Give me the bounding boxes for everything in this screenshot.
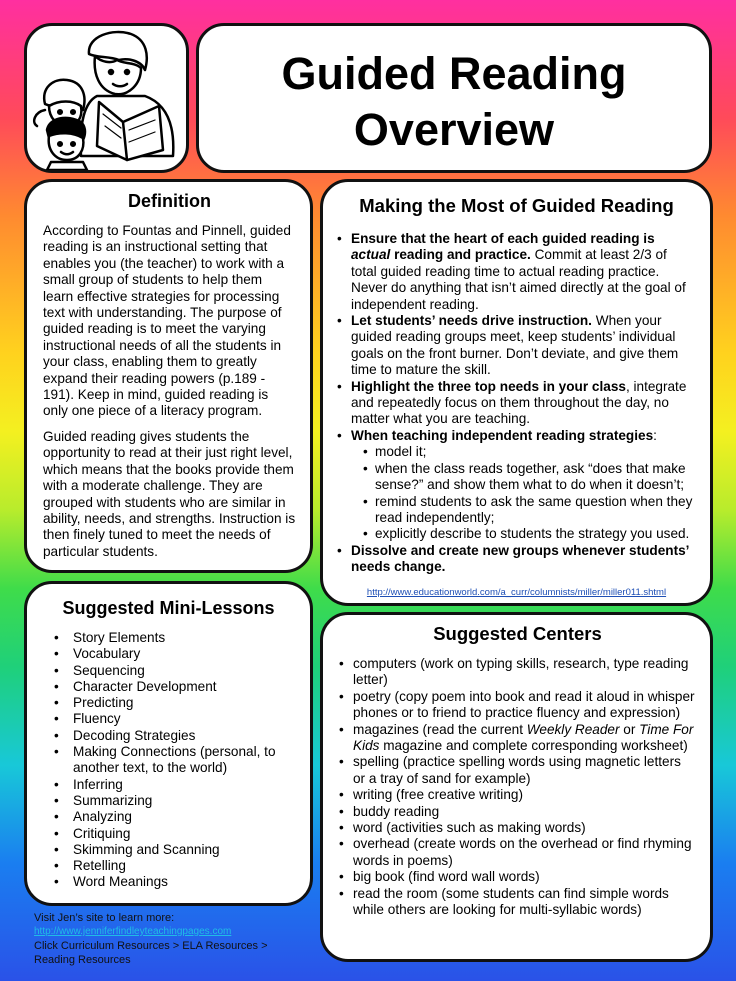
centers-list xyxy=(339,656,696,919)
list-item: • spelling (practice spelling words using magnetic letters or a tray of sand for example) xyxy=(339,754,696,787)
list-item: • magazines (read the current Weekly Reader or Time For Kids magazine and complete corresponding worksheet) xyxy=(339,722,696,755)
list-item: • Skimming and Scanning xyxy=(37,842,300,858)
mini-lessons-box xyxy=(24,581,313,906)
footer-link[interactable]: http://www.jenniferfindleyteachingpages.com xyxy=(34,926,232,937)
centers-heading: Suggested Centers xyxy=(433,623,602,644)
list-item: • computers (work on typing skills, research, type reading letter) xyxy=(339,656,696,689)
definition-paragraph: According to Fountas and Pinnell, guided reading is an instructional setting that enables you (the teacher) to work with a small group of students to help them learn effective strategies for processing text with understanding. The purpose of guided reading is to meet the varying instructional needs of all the students in your class, enabling them to greatly expand their reading powers (p.189 - 191). Keep in mind, guided reading is only one piece of a literacy program. xyxy=(43,223,291,419)
list-item: • Summarizing xyxy=(37,793,300,809)
list-item: • buddy reading xyxy=(339,804,696,820)
list-item: • Retelling xyxy=(37,858,300,874)
list-item: • big book (find word wall words) xyxy=(339,869,696,885)
mini-lessons-heading: Suggested Mini-Lessons xyxy=(62,598,275,618)
list-item: • Inferring xyxy=(37,777,300,793)
list-item: • writing (free creative writing) xyxy=(339,787,696,803)
title-box xyxy=(196,23,712,173)
list-item: • Making Connections (personal, to another text, to the world) xyxy=(37,744,300,777)
definition-paragraph: Guided reading gives students the opportunity to read at their just right level, which means that the books provide them with a moderate challenge. They are grouped with students who are similar in ability, needs, and strengths. Instruction is then finely tuned to meet the needs of particular students. xyxy=(43,428,296,559)
source-link[interactable]: http://www.educationworld.com/a_curr/columnists/miller/miller011.shtml xyxy=(366,586,667,598)
list-item: • word (activities such as making words) xyxy=(339,820,696,836)
making-most-list xyxy=(337,231,696,576)
strategy-sublist xyxy=(351,444,696,542)
footer-line: Visit Jen’s site to learn more: xyxy=(34,912,175,924)
definition-heading: Definition xyxy=(128,191,211,211)
making-most-box xyxy=(320,179,713,606)
list-item: • Let students’ needs drive instruction. When your guided reading groups meet, keep students’ individual goals on the front burner. Don’t deviate, and give them time to mature the skill. xyxy=(337,313,696,379)
illustration-box xyxy=(24,23,189,173)
list-item: • Word Meanings xyxy=(37,874,300,890)
definition-box xyxy=(24,179,313,573)
list-item: • Analyzing xyxy=(37,809,300,825)
list-item: • read the room (some students can find simple words while others are looking for multi-syllabic words) xyxy=(339,886,696,919)
sub-list-item: • when the class reads together, ask “does that make sense?” and show them what to do when it doesn’t; xyxy=(351,461,696,494)
list-item: • poetry (copy poem into book and read it aloud in whisper phones or to friend to practice fluency and expression) xyxy=(339,689,696,722)
list-item: • overhead (create words on the overhead or find rhyming words in poems) xyxy=(339,836,696,869)
footer-line: Click Curriculum Resources > ELA Resources > Reading Resources xyxy=(34,940,268,966)
list-item: • Fluency xyxy=(37,711,300,727)
reading-teacher-illustration xyxy=(27,26,186,170)
making-most-heading: Making the Most of Guided Reading xyxy=(359,195,674,216)
mini-lessons-list xyxy=(37,630,300,891)
list-item: • Predicting xyxy=(37,695,300,711)
list-item: • Ensure that the heart of each guided reading is actual reading and practice. Commit at least 2/3 of total guided reading time to actual reading practice. Never do anything that isn’t aimed directly at the goal of independent reading. xyxy=(337,231,696,313)
list-item: • Highlight the three top needs in your class, integrate and repeatedly focus on them throughout the day, no matter what you are teaching. xyxy=(337,379,696,428)
list-item: • Critiquing xyxy=(37,826,300,842)
sub-list-item: • model it; xyxy=(351,444,696,460)
list-item: • Dissolve and create new groups whenever students’ needs change. xyxy=(337,543,696,576)
list-item: • Vocabulary xyxy=(37,646,300,662)
page-title: Guided Reading Overview xyxy=(281,48,627,155)
list-item: • When teaching independent reading strategies: • model it; • when the class reads together, ask “does that make sense?” and show them what to do when it doesn’t; • remind students to ask the same question when they read independently; • explicitly describe to students the strategy you used. xyxy=(337,428,696,543)
list-item: • Decoding Strategies xyxy=(37,728,300,744)
definition-text xyxy=(43,223,296,560)
sub-list-item: • explicitly describe to students the strategy you used. xyxy=(351,526,696,542)
sub-list-item: • remind students to ask the same question when they read independently; xyxy=(351,494,696,527)
list-item: • Character Development xyxy=(37,679,300,695)
list-item: • Sequencing xyxy=(37,663,300,679)
footer-note xyxy=(34,911,304,967)
list-item: • Story Elements xyxy=(37,630,300,646)
centers-box xyxy=(320,612,713,962)
